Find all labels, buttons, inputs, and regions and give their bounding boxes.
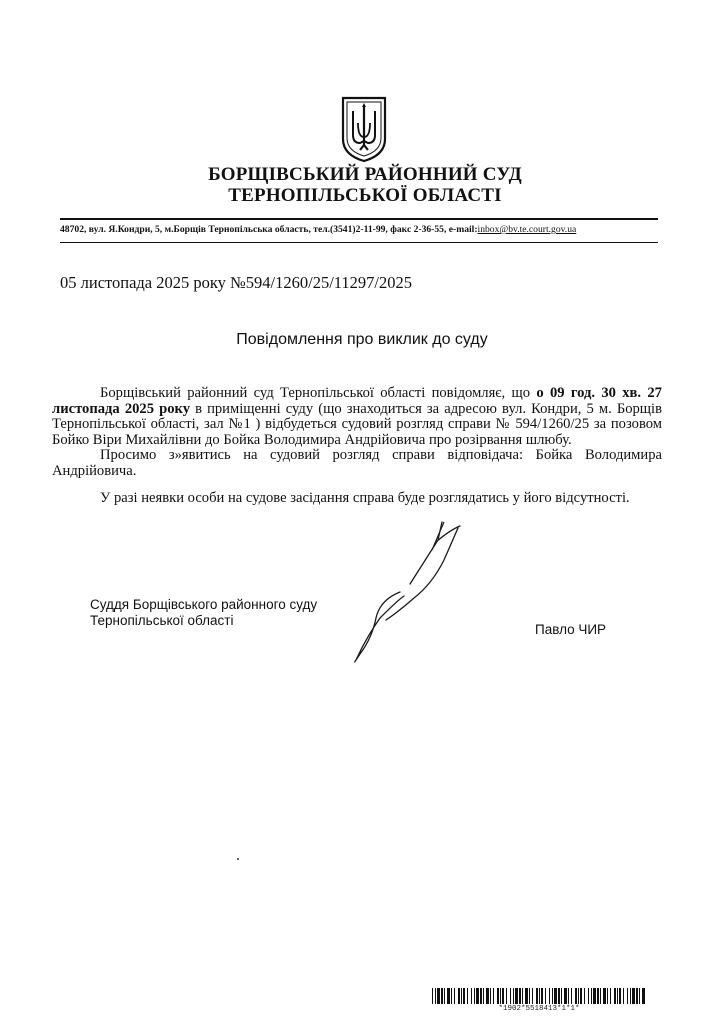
barcode-bar [614, 988, 616, 1004]
judge-title-line2: Тернопільської області [90, 613, 234, 628]
barcode-bar [483, 988, 484, 1004]
barcode-bar [541, 988, 543, 1004]
barcode-bar [552, 988, 553, 1004]
barcode-bar [506, 988, 507, 1004]
barcode-bar [510, 988, 511, 1004]
barcode-bar [561, 988, 562, 1004]
address-text: 48702, вул. Я.Кондри, 5, м.Борщів Тернопільська область, тел.(3541)2-11-99, факс 2-36-55, e-mail: [60, 224, 478, 235]
barcode-bar [575, 988, 577, 1004]
barcode-bar [642, 988, 645, 1004]
barcode-bar [617, 988, 618, 1004]
barcode-bar [461, 988, 462, 1004]
para1-rest: в приміщенні суду (що знаходиться за адресою вул. Кондри, 5 м. Борщів Тернопільської області, зал №1 ) відбудеться судовий розгляд справи № 594/1260/25 за позовом Бойко Віри Михайлівни до Бойка Володимира Андрійовича про розірвання шлюбу. [52, 400, 662, 448]
barcode-bar [558, 988, 560, 1004]
barcode-bar [444, 988, 445, 1004]
barcode-bar [591, 988, 592, 1004]
barcode-bar [571, 988, 572, 1004]
judge-title [90, 597, 317, 629]
barcode-bar [578, 988, 579, 1004]
barcode-bar [497, 988, 499, 1004]
hearing-datetime: о 09 год. 30 хв. 27 листопада 2025 року [52, 385, 662, 417]
barcode-bar [600, 988, 601, 1004]
handwritten-signature [340, 520, 480, 670]
barcode-bar [532, 988, 533, 1004]
barcode-bar [564, 988, 567, 1004]
court-name-line1: БОРЩІВСЬКИЙ РАЙОННИЙ СУД [208, 164, 522, 185]
barcode-bar [632, 988, 635, 1004]
barcode-bar [493, 988, 494, 1004]
court-email: inbox@bv.te.court.gov.ua [477, 224, 577, 235]
barcode-bar [584, 988, 585, 1004]
barcode-bar [525, 988, 528, 1004]
barcode-bar [619, 988, 621, 1004]
barcode-bar [513, 988, 514, 1004]
barcode-bar [623, 988, 624, 1004]
barcode-bar [580, 988, 582, 1004]
barcode-bar [476, 988, 479, 1004]
barcode-bar [522, 988, 523, 1004]
barcode-bar [610, 988, 611, 1004]
barcode-bar [490, 988, 491, 1004]
barcode-bar [607, 988, 608, 1004]
barcode-bar [545, 988, 546, 1004]
para1-lead: Борщівський районний суд Тернопільської області повідомляє, що [100, 385, 537, 401]
barcode-bar [630, 988, 631, 1004]
barcode-bar [435, 988, 436, 1004]
barcode-bar [568, 988, 569, 1004]
barcode-bar [471, 988, 472, 1004]
barcode [432, 988, 646, 1004]
scan-speck [237, 858, 239, 860]
barcode-bar [441, 988, 443, 1004]
paragraph-hearing-notice [52, 386, 662, 448]
barcode-bar [593, 988, 596, 1004]
judge-title-line1: Суддя Борщівського районного суду [90, 597, 318, 612]
barcode-bar [529, 988, 530, 1004]
document-date-number: 05 листопада 2025 року №594/1260/25/11297/2025 [60, 273, 413, 292]
court-name-line2: ТЕРНОПІЛЬСЬКОЇ ОБЛАСТІ [228, 185, 502, 206]
barcode-bar [502, 988, 504, 1004]
barcode-bar [515, 988, 518, 1004]
barcode-bar [597, 988, 599, 1004]
barcode-bar [554, 988, 557, 1004]
coat-of-arms-icon [340, 95, 388, 163]
header-rule [60, 218, 658, 220]
document-body [52, 386, 662, 507]
barcode-bar [519, 988, 521, 1004]
barcode-bar [486, 988, 489, 1004]
barcode-bar [636, 988, 638, 1004]
barcode-bar [474, 988, 475, 1004]
barcode-bar [536, 988, 538, 1004]
paragraph-summons: Просимо з»явитись на судовий розгляд справи відповідача: Бойка Володимира Андрійовича. [52, 447, 662, 479]
barcode-bar [451, 988, 452, 1004]
barcode-bar [627, 988, 628, 1004]
barcode-bar [458, 988, 460, 1004]
barcode-bar [437, 988, 440, 1004]
document-title: Повідомлення про виклик до суду [236, 331, 488, 348]
barcode-number: *1902*5518413*1*1* [498, 1005, 580, 1013]
barcode-bar [463, 988, 465, 1004]
barcode-bar [539, 988, 540, 1004]
barcode-bar [588, 988, 589, 1004]
court-address [60, 224, 670, 235]
barcode-bar [603, 988, 606, 1004]
barcode-bar [480, 988, 482, 1004]
judge-name: Павло ЧИР [535, 622, 607, 637]
barcode-bar [639, 988, 640, 1004]
barcode-bar [500, 988, 501, 1004]
barcode-bar [447, 988, 450, 1004]
barcode-bar [467, 988, 468, 1004]
paragraph-absence-warning: У разі неявки особи на судове засідання справа буде розглядатись у його відсутності. [100, 490, 630, 506]
barcode-bar [549, 988, 550, 1004]
address-underline [60, 242, 658, 243]
barcode-bar [432, 988, 433, 1004]
barcode-bar [454, 988, 455, 1004]
